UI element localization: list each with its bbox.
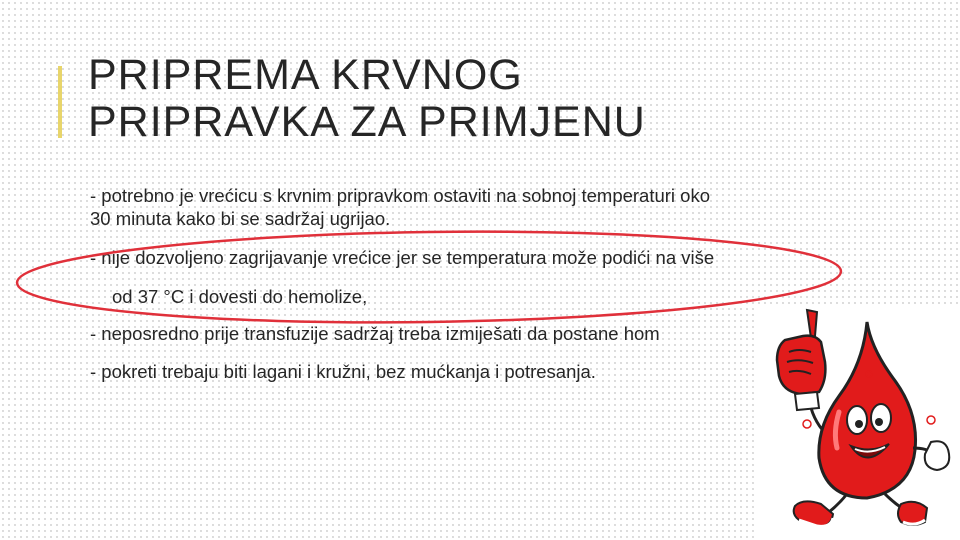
bullet-gentle-circular-motion: - pokreti trebaju biti lagani i kružni, bez mućkanja i potresanja. (90, 361, 596, 382)
title-line-1: PRIPREMA KRVNOG (88, 51, 523, 99)
slide-title (88, 52, 646, 146)
bullet-no-heating: - nije dozvoljeno zagrijavanje vrećice jer se temperatura može podići na više (90, 247, 715, 268)
bullet-no-heating-continued: od 37 °C i dovesti do hemolize, (112, 286, 368, 307)
bullet-warm-to-room-temp (90, 184, 710, 230)
bullet-line: - potrebno je vrećicu s krvnim pripravkom ostaviti na sobnoj temperaturi oko (90, 185, 711, 206)
blood-drop-mascot-foam-finger-icon (755, 308, 960, 540)
title-line-2: PRIPRAVKA ZA PRIMJENU (88, 98, 646, 146)
title-accent-bar (58, 66, 62, 138)
bullet-mix-before-transfusion: - neposredno prije transfuzije sadržaj treba izmiješati da postane hom (90, 323, 660, 344)
bullet-line: 30 minuta kako bi se sadržaj ugrijao. (90, 208, 391, 229)
